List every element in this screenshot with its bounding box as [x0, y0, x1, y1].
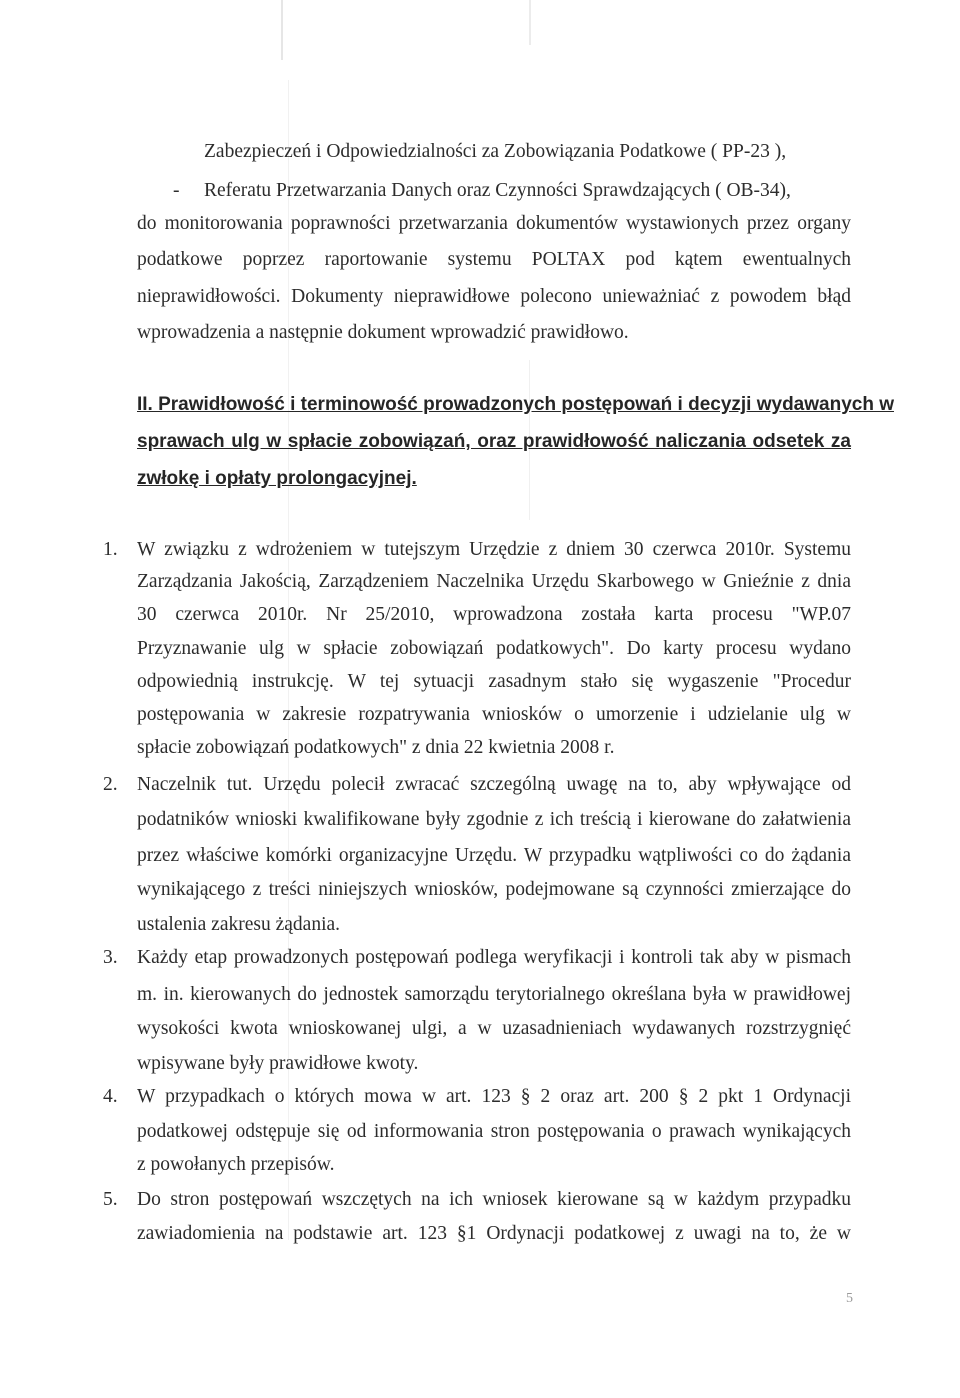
- list-number: 3.: [103, 947, 118, 968]
- intro-line: nieprawidłowości. Dokumenty nieprawidłowe polecono unieważniać z powodem błąd: [137, 286, 851, 307]
- list-item-line: podatkowej odstępuje się od informowania stron postępowania o prawach wynikających: [137, 1121, 851, 1142]
- list-item-line: W przypadkach o których mowa w art. 123 § 2 oraz art. 200 § 2 pkt 1 Ordynacji: [137, 1086, 851, 1107]
- list-item-line: podatników wnioski kwalifikowane były zgodnie z ich treścią i kierowane do załatwienia: [137, 809, 851, 830]
- intro-line: Referatu Przetwarzania Danych oraz Czynności Sprawdzających ( OB-34),: [204, 180, 791, 201]
- list-item-line: Zarządzania Jakością, Zarządzeniem Naczelnika Urzędu Skarbowego w Gnieźnie z dnia: [137, 571, 851, 592]
- list-item-line: zawiadomienia na podstawie art. 123 §1 Ordynacji podatkowej z uwagi na to, że w: [137, 1223, 851, 1244]
- list-item-line: spłacie zobowiązań podatkowych" z dnia 22 kwietnia 2008 r.: [137, 737, 615, 758]
- intro-line: Zabezpieczeń i Odpowiedzialności za Zobowiązania Podatkowe ( PP-23 ),: [204, 141, 787, 162]
- intro-line: do monitorowania poprawności przetwarzania dokumentów wystawionych przez organy: [137, 213, 851, 234]
- list-item-line: Do stron postępowań wszczętych na ich wniosek kierowane są w każdym przypadku: [137, 1189, 851, 1210]
- intro-dash: -: [173, 180, 180, 201]
- section-heading: sprawach ulg w spłacie zobowiązań, oraz prawidłowość naliczania odsetek za: [137, 431, 851, 452]
- section-heading: II. Prawidłowość i terminowość prowadzonych postępowań i decyzji wydawanych w: [137, 394, 894, 415]
- list-number: 2.: [103, 774, 118, 795]
- list-item-line: postępowania w zakresie rozpatrywania wniosków o umorzenie i udzielanie ulg w: [137, 704, 851, 725]
- list-item-line: Naczelnik tut. Urzędu polecił zwracać szczególną uwagę na to, aby wpływające od: [137, 774, 851, 795]
- list-number: 5.: [103, 1189, 118, 1210]
- list-item-line: odpowiednią instrukcję. W tej sytuacji zasadnym stało się wygaszenie "Procedur: [137, 671, 851, 692]
- list-item-line: wynikającego z treści niniejszych wniosków, podejmowane są czynności zmierzające do: [137, 879, 851, 900]
- list-item-line: 30 czerwca 2010r. Nr 25/2010, wprowadzona została karta procesu "WP.07: [137, 604, 851, 625]
- list-item-line: m. in. kierowanych do jednostek samorządu terytorialnego określana była w prawidłowej: [137, 984, 851, 1005]
- list-item-line: wysokości kwota wnioskowanej ulgi, a w uzasadnieniach wydawanych rozstrzygnięć: [137, 1018, 851, 1039]
- section-heading: zwłokę i opłaty prolongacyjnej.: [137, 468, 417, 489]
- page-number: 5: [846, 1291, 853, 1306]
- list-item-line: ustalenia zakresu żądania.: [137, 914, 341, 935]
- list-item-line: Przyznawanie ulg w spłacie zobowiązań podatkowych". Do karty procesu wydano: [137, 638, 851, 659]
- list-item-line: wpisywane były prawidłowe kwoty.: [137, 1053, 419, 1074]
- list-item-line: W związku z wdrożeniem w tutejszym Urzędzie z dniem 30 czerwca 2010r. Systemu: [137, 539, 851, 560]
- list-number: 1.: [103, 539, 118, 560]
- list-number: 4.: [103, 1086, 118, 1107]
- list-item-line: przez właściwe komórki organizacyjne Urzędu. W przypadku wątpliwości co do żądania: [137, 845, 851, 866]
- intro-line: wprowadzenia a następnie dokument wprowadzić prawidłowo.: [137, 322, 629, 343]
- list-item-line: Każdy etap prowadzonych postępowań podlega weryfikacji i kontroli tak aby w pismach: [137, 947, 851, 968]
- list-item-line: z powołanych przepisów.: [137, 1154, 335, 1175]
- intro-line: podatkowe poprzez raportowanie systemu POLTAX pod kątem ewentualnych: [137, 249, 851, 270]
